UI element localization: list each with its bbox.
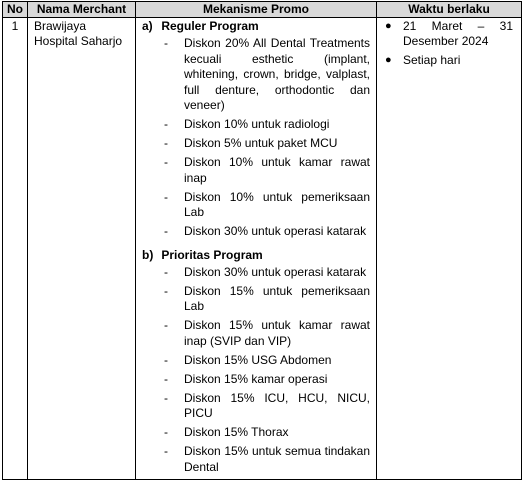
period-text: 21 Maret – 31 Desember 2024	[403, 19, 513, 48]
header-mechanism: Mekanisme Promo	[136, 2, 377, 18]
program-prioritas	[142, 248, 370, 476]
promo-text: Diskon 15% untuk kamar rawat inap (SVIP dan VIP)	[184, 318, 370, 348]
list-item: - Diskon 10% untuk radiologi	[164, 117, 330, 131]
promo-text: Diskon 15% untuk pemeriksaan Lab	[184, 283, 370, 313]
period-list	[383, 19, 513, 68]
table-row	[3, 18, 522, 480]
program-title	[142, 19, 370, 35]
mechanism-cell	[136, 18, 377, 480]
promo-text: Diskon 20% All Dental Treatments kecuali esthetic (implant, whitening, crown, bridge, valplast, full denture, orthodontic dan veneer)	[184, 36, 370, 112]
promo-text: Diskon 10% untuk radiologi	[184, 117, 330, 131]
list-item	[383, 19, 513, 49]
program-name: Reguler Program	[161, 19, 259, 33]
list-item: - Diskon 15% untuk kamar rawat inap (SVIP dan VIP)	[164, 318, 370, 348]
period-cell	[377, 18, 522, 480]
promo-text: Diskon 30% untuk operasi katarak	[184, 264, 367, 279]
list-item: - Diskon 15% untuk semua tindakan Dental	[164, 444, 370, 474]
program-reguler	[142, 19, 370, 240]
list-item: - Diskon 15% Thorax	[164, 425, 289, 439]
list-item: - Diskon 30% untuk operasi katarak	[164, 224, 367, 238]
promo-text: Diskon 15% untuk semua tindakan Dental	[184, 444, 370, 474]
promo-text: Diskon 5% untuk paket MCU	[184, 136, 338, 150]
list-item: - Diskon 15% USG Abdomen	[164, 352, 332, 367]
program-letter: a)	[142, 19, 153, 33]
program-title	[142, 248, 370, 264]
promo-text: Diskon 15% USG Abdomen	[184, 352, 332, 367]
bullet-icon: ●	[385, 54, 392, 66]
list-item: - Diskon 20% All Dental Treatments kecuali esthetic (implant, whitening, crown, bridge, valplast, full denture, orthodontic dan veneer)	[164, 36, 370, 112]
list-item: - Diskon 10% untuk kamar rawat inap	[164, 155, 370, 185]
merchant-name: Brawijaya Hospital Saharjo	[28, 18, 136, 480]
program-letter: b)	[142, 247, 154, 262]
promo-list	[142, 265, 370, 476]
bullet-icon: ●	[385, 20, 392, 32]
list-item: - Diskon 15% ICU, HCU, NICU, PICU	[164, 390, 370, 420]
header-row	[3, 2, 522, 18]
row-number: 1	[3, 18, 28, 480]
list-item: - Diskon 15% kamar operasi	[164, 371, 328, 386]
header-period: Waktu berlaku	[377, 2, 522, 18]
promo-text: Diskon 15% kamar operasi	[184, 371, 328, 386]
list-item: - Diskon 5% untuk paket MCU	[164, 136, 338, 150]
promo-text: Diskon 15% Thorax	[184, 425, 289, 439]
header-no: No	[3, 2, 28, 18]
promo-table	[2, 1, 522, 480]
promo-text: Diskon 10% untuk kamar rawat inap	[184, 155, 370, 185]
list-item	[383, 53, 513, 68]
period-text: Setiap hari	[403, 53, 461, 67]
list-item: - Diskon 15% untuk pemeriksaan Lab	[164, 283, 370, 313]
promo-list	[142, 36, 370, 240]
list-item: - Diskon 10% untuk pemeriksaan Lab	[164, 189, 370, 219]
list-item: - Diskon 30% untuk operasi katarak	[164, 264, 367, 279]
program-name: Prioritas Program	[161, 247, 263, 262]
promo-text: Diskon 30% untuk operasi katarak	[184, 224, 367, 238]
header-merchant: Nama Merchant	[28, 2, 136, 18]
promo-text: Diskon 10% untuk pemeriksaan Lab	[184, 189, 370, 219]
promo-text: Diskon 15% ICU, HCU, NICU, PICU	[184, 390, 370, 420]
